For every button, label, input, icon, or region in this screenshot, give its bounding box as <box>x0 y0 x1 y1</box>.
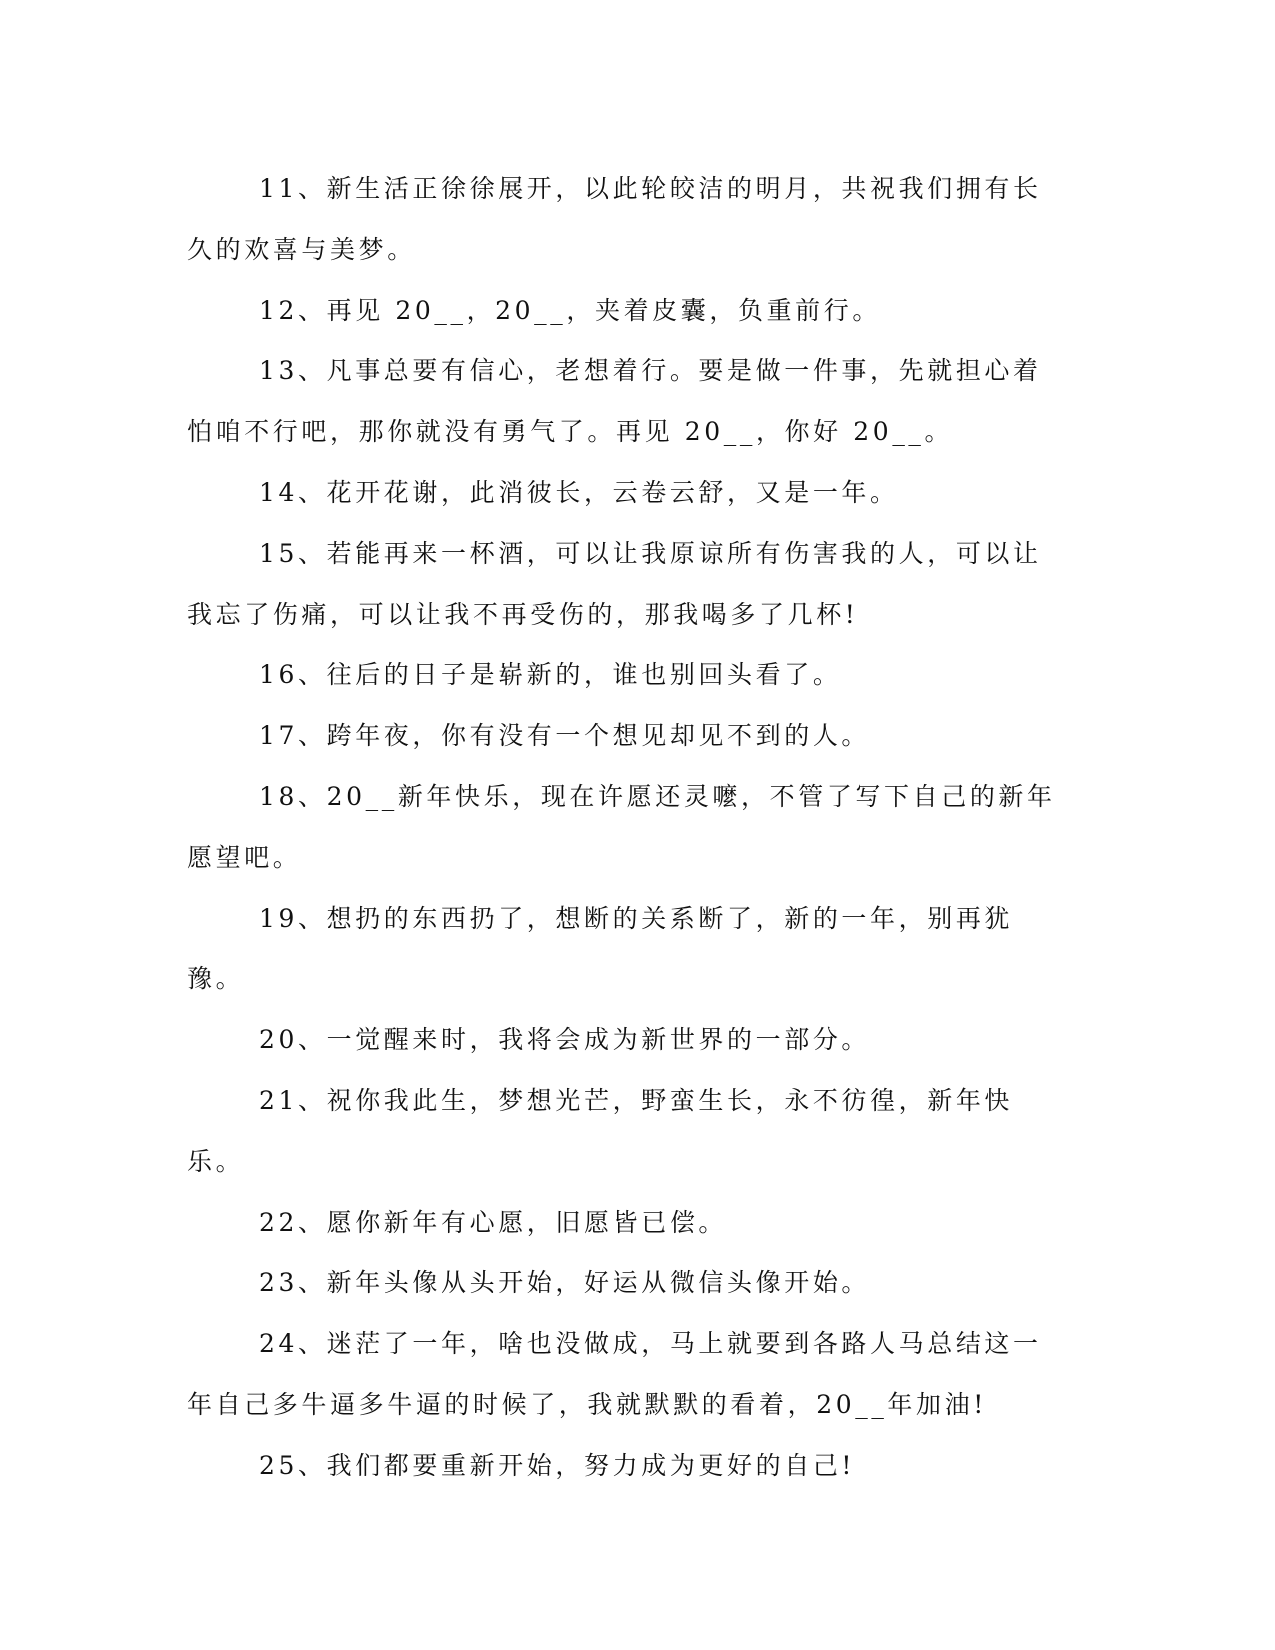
paragraph-11: 11、新生活正徐徐展开，以此轮皎洁的明月，共祝我们拥有长久的欢喜与美梦。 <box>187 174 1042 264</box>
paragraph-23: 23、新年头像从头开始，好运从微信头像开始。 <box>259 1268 871 1298</box>
paragraph-18: 18、20__新年快乐，现在许愿还灵嚒，不管了写下自己的新年愿望吧。 <box>187 781 1056 872</box>
paragraph-20: 20、一觉醒来时，我将会成为新世界的一部分。 <box>259 1025 871 1055</box>
paragraph-24: 24、迷茫了一年，啥也没做成，马上就要到各路人马总结这一年自己多牛逼多牛逼的时候了，我就默默的看着，20__年加油! <box>187 1329 1042 1419</box>
paragraph-15: 15、若能再来一杯酒，可以让我原谅所有伤害我的人，可以让我忘了伤痛，可以让我不再受伤的，那我喝多了几杯! <box>187 538 1042 629</box>
paragraph-22: 22、愿你新年有心愿，旧愿皆已偿。 <box>259 1207 728 1237</box>
paragraph-25: 25、我们都要重新开始，努力成为更好的自己! <box>259 1450 856 1480</box>
document-body <box>187 159 1067 1497</box>
paragraph-13: 13、凡事总要有信心，老想着行。要是做一件事，先就担心着怕咱不行吧，那你就没有勇气了。再见 20__，你好 20__。 <box>187 356 1042 447</box>
paragraph-21: 21、祝你我此生，梦想光芒，野蛮生长，永不彷徨，新年快乐。 <box>187 1085 1014 1176</box>
paragraph-14: 14、花开花谢，此消彼长，云卷云舒，又是一年。 <box>259 477 899 507</box>
paragraph-17: 17、跨年夜，你有没有一个想见却见不到的人。 <box>259 721 871 751</box>
paragraph-19: 19、想扔的东西扔了，想断的关系断了，新的一年，别再犹豫。 <box>187 903 1014 994</box>
paragraph-16: 16、往后的日子是崭新的，谁也别回头看了。 <box>259 660 842 690</box>
paragraph-12: 12、再见 20__，20__，夹着皮囊，负重前行。 <box>259 295 881 325</box>
